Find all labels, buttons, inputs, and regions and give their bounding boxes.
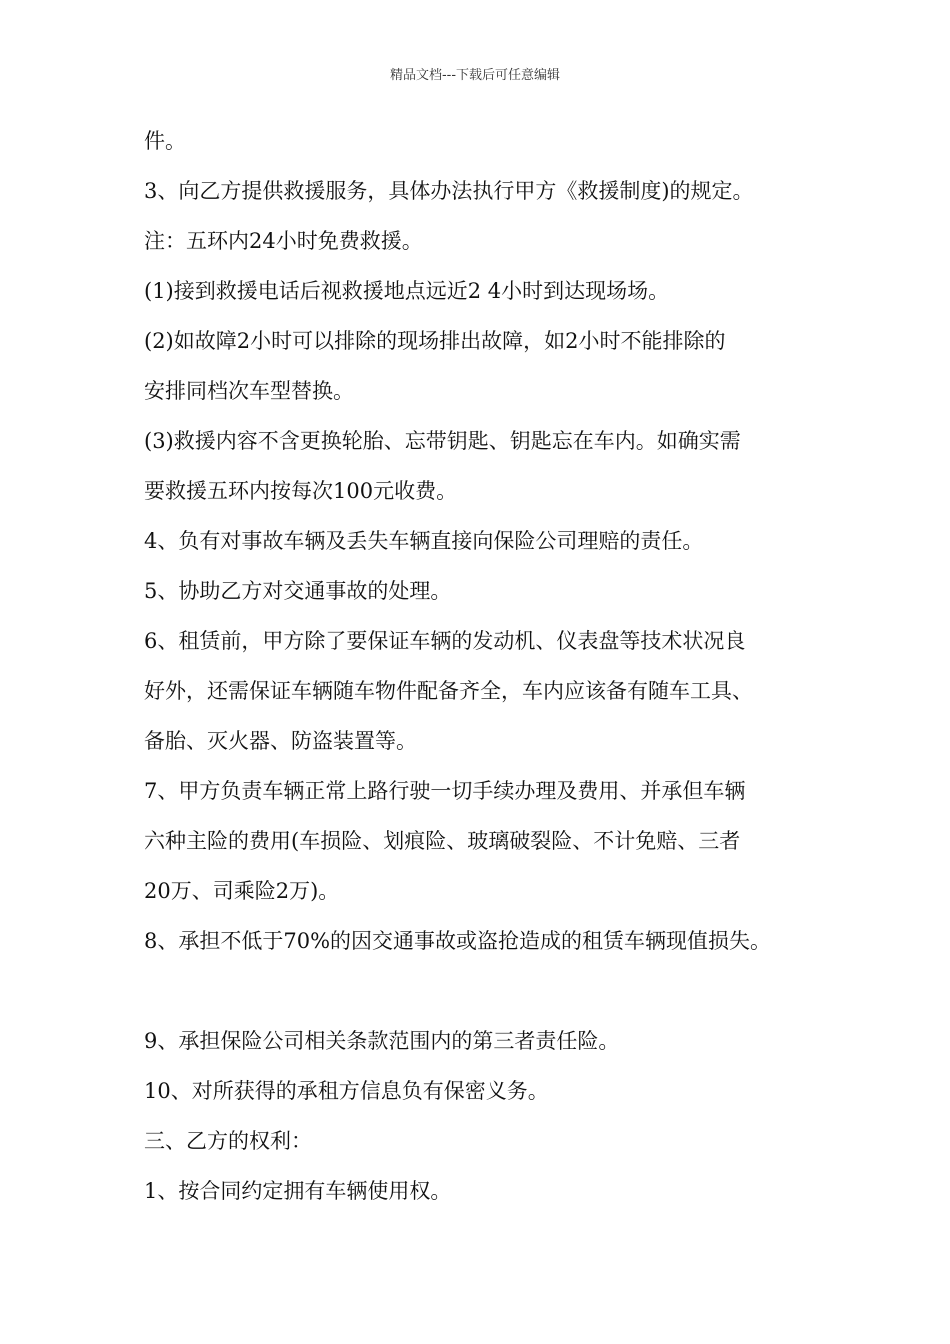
text-line: 三、乙方的权利： xyxy=(144,1129,312,1153)
text-line: 1、按合同约定拥有车辆使用权。 xyxy=(144,1179,452,1203)
text-line: 9、承担保险公司相关条款范围内的第三者责任险。 xyxy=(144,1029,620,1053)
text-line: 好外，还需保证车辆随车物件配备齐全，车内应该备有随车工具、 xyxy=(144,679,753,703)
text-line: (2)如故障2小时可以排除的现场排出故障，如2小时不能排除的 xyxy=(144,329,726,353)
text-line: 7、甲方负责车辆正常上路行驶一切手续办理及费用、并承但车辆 xyxy=(144,779,746,803)
text-line: 8、承担不低于70%的因交通事故或盗抢造成的租赁车辆现值损失。 xyxy=(144,929,772,953)
page-header: 精品文档---下载后可任意编辑 xyxy=(389,68,561,83)
text-line: 安排同档次车型替换。 xyxy=(144,379,354,403)
text-line: 3、向乙方提供救援服务，具体办法执行甲方《救援制度)的规定。 xyxy=(144,179,754,203)
text-line: 10、对所获得的承租方信息负有保密义务。 xyxy=(144,1079,549,1103)
text-line: 件。 xyxy=(144,129,186,153)
text-line: 要救援五环内按每次100元收费。 xyxy=(144,479,458,503)
text-line: (1)接到救援电话后视救援地点远近2 4小时到达现场场。 xyxy=(144,279,670,303)
text-line: 20万、司乘险2万)。 xyxy=(144,879,340,903)
text-line: 6、租赁前，甲方除了要保证车辆的发动机、仪表盘等技术状况良 xyxy=(144,629,746,653)
text-line: 注：五环内24小时免费救援。 xyxy=(144,229,423,253)
text-line: 5、协助乙方对交通事故的处理。 xyxy=(144,579,452,603)
text-line: 备胎、灭火器、防盗装置等。 xyxy=(144,729,417,753)
text-line: (3)救援内容不含更换轮胎、忘带钥匙、钥匙忘在车内。如确实需 xyxy=(144,429,741,453)
text-line: 六种主险的费用(车损险、划痕险、玻璃破裂险、不计免赔、三者 xyxy=(144,829,741,853)
text-line: 4、负有对事故车辆及丢失车辆直接向保险公司理赔的责任。 xyxy=(144,529,704,553)
